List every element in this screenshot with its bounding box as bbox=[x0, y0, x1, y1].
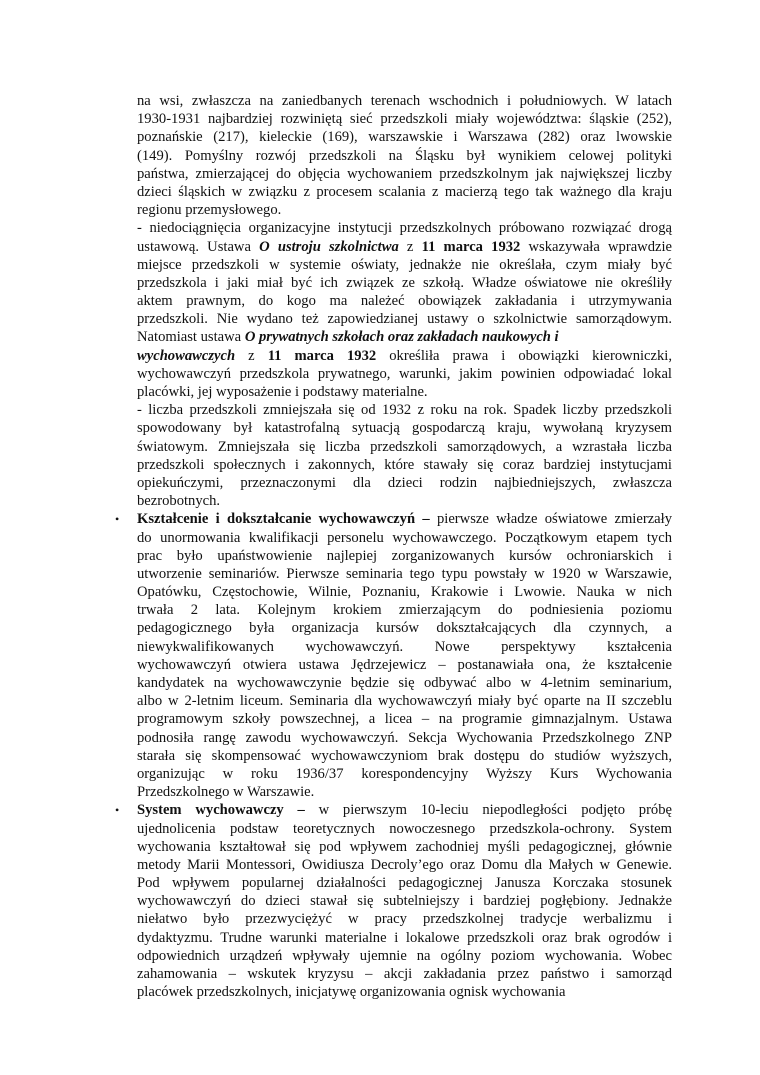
text-line: ustawową. Ustawa O ustroju szkolnictwa z 11 marca 1932 wskazywała wprawdzie bbox=[137, 238, 673, 255]
text-line: aktem prawnym, do kogo ma należeć obowiązek zakładania i utrzymywania bbox=[137, 293, 672, 310]
bullet-item: • Kształcenie i dokształcanie wychowawczyń – pierwsze władze oświatowe zmierzały bbox=[115, 511, 672, 528]
text-line: do unormowania kwalifikacji personelu wychowawczego. Początkowym etapem tych bbox=[137, 529, 672, 546]
section-education bbox=[115, 510, 672, 801]
text-line: prac było upaństwowienie najlepiej zorganizowanych kursów ochroniarskich i bbox=[137, 547, 672, 564]
text-line: na wsi, zwłaszcza na zaniedbanych terenach wschodnich i południowych. W latach bbox=[137, 93, 672, 109]
document-page bbox=[115, 92, 673, 1001]
text-line: pedagogicznego była organizacja kursów dokształcających dla czynnych, a bbox=[137, 620, 672, 637]
text-line: światowym. Zmniejszała się liczba przedszkoli samorządowych, a wzrastała liczba bbox=[137, 438, 672, 455]
text-line: ujednolicenia podstaw teoretycznych nowoczesnego przedszkola-ochrony. System bbox=[137, 820, 672, 837]
text-line: wychowawczych z 11 marca 1932 określiła prawa i obowiązki kierowniczki, bbox=[137, 347, 673, 364]
text-line: placówki, jej wyposażenie i podstawy materialne. bbox=[137, 384, 428, 400]
text-line: przedszkola i jaki miał być ich związek ze szkołą. Władze oświatowe nie określiły bbox=[137, 274, 672, 291]
bullet-icon: • bbox=[115, 512, 120, 527]
text-line: regionu przemysłowego. bbox=[137, 202, 282, 219]
text-line: - liczba przedszkoli zmniejszała się od 1932 z roku na rok. Spadek liczby przedszkoli bbox=[137, 402, 672, 419]
paragraph-intro bbox=[137, 92, 672, 219]
bullet-icon: • bbox=[115, 803, 120, 818]
law-title: O ustroju szkolnictwa bbox=[259, 238, 399, 255]
text-line: albo w 2-letnim liceum. Seminaria dla wychowawczyń miały być oparte na II szczeblu bbox=[137, 693, 672, 710]
law-title: O prywatnych szkołach oraz zakładach naukowych i bbox=[244, 329, 559, 346]
text-line: wychowania kształtował się pod wpływem zachodniej myśli pedagogicznej, głównie bbox=[137, 838, 672, 855]
text-line: Przedszkolnego w Warszawie. bbox=[137, 784, 315, 801]
text-line: 1930-1931 najbardziej rozwiniętą sieć przedszkoli miały województwa: śląskie (252), bbox=[137, 111, 672, 128]
text-line: Natomiast ustawa O prywatnych szkołach oraz zakładach naukowych i bbox=[137, 329, 559, 346]
text-line: odpowiednich urządzeń wpływały ujemnie na ogólny poziom wychowania. Wobec bbox=[137, 947, 672, 964]
text-line: opiekuńczymi, przeznaczonymi dla dzieci rodzin najbiedniejszych, zwłaszcza bbox=[137, 474, 672, 491]
text-line: wychowawczyń do dzieci stawał się subtelniejszy i bardziej pogłębiony. Jednakże bbox=[137, 893, 672, 910]
text-line: dzieci śląskich w związku z procesem scalania z macierzą tego tak ważnego dla kraju bbox=[137, 183, 672, 200]
text-line: wychowawczyń przedszkola prywatnego, warunki, jakim powinien odpowiadać lokal bbox=[137, 365, 672, 382]
text-line: spowodowany był katastrofalną sytuacją gospodarczą kraju, wywołaną kryzysem bbox=[137, 420, 672, 437]
text-line: metody Marii Montessori, Owidiusza Decroly’ego oraz Domu dla Małych w Genewie. bbox=[137, 856, 672, 873]
law-title: wychowawczych bbox=[137, 347, 236, 364]
text-line: utworzenie seminariów. Pierwsze seminaria tego typu powstały w 1920 w Warszawie, bbox=[137, 565, 672, 582]
text-line: Pod wpływem popularnej działalności pedagogicznej Janusza Korczaka stosunek bbox=[137, 875, 672, 892]
text-line: przedszkoli. Nie wydano też zapowiedzianej ustawy o szkolnictwie samorządowym. bbox=[137, 311, 672, 328]
section-heading: Kształcenie i dokształcanie wychowawczyń – bbox=[137, 511, 430, 528]
text-line: niewykwalifikowanych wychowawczyń. Nowe perspektywy kształcenia bbox=[137, 638, 672, 655]
text-line: bezrobotnych. bbox=[137, 493, 221, 510]
law-date: 11 marca 1932 bbox=[267, 347, 377, 364]
text-line: zahamowania – wskutek kryzysu – akcji zakładania przez państwo i samorząd bbox=[137, 966, 672, 982]
text-line: przedszkoli społecznych i zakonnych, które stawały się coraz bardziej instytucjami bbox=[137, 456, 672, 473]
text-line: państwa, zmierzającej do objęcia wychowaniem przedszkolnym jak największej liczby bbox=[137, 165, 672, 182]
text-line: dydaktyzmu. Trudne warunki materialne i lokalowe przedszkoli oraz brak ogrodów i bbox=[137, 929, 672, 946]
text-line: (149). Pomyślny rozwój przedszkoli na Śląsku był wynikiem celowej polityki bbox=[137, 147, 672, 164]
text-line: podnosiła rangę zawodu wychowawczyń. Sekcja Wychowania Przedszkolnego ZNP bbox=[137, 729, 672, 746]
text-line: programowym szkoły powszechnej, a licea – na programie gimnazjalnym. Ustawa bbox=[137, 711, 672, 728]
text-line: miejsce przedszkoli w systemie oświaty, jednakże nie określała, czym miały być bbox=[137, 256, 672, 273]
text-line: organizując w roku 1936/37 korespondencyjny Wyższy Kurs Wychowania bbox=[137, 765, 672, 782]
section-heading: System wychowawczy – bbox=[137, 802, 305, 819]
text-line: wychowawczyń otwiera ustawa Jędrzejewicz – postanawiała ona, że kształcenie bbox=[137, 656, 672, 673]
text-line: Opatówku, Częstochowie, Wilnie, Poznaniu, Krakowie i Lwowie. Nauka w nich bbox=[137, 584, 672, 601]
text-line: placówek przedszkolnych, inicjatywę organizowania ognisk wychowania bbox=[137, 984, 566, 1001]
text-line: niełatwo było przezwyciężyć w pracy przedszkolnej tradycje werbalizmu i bbox=[137, 911, 672, 928]
section-system bbox=[115, 801, 672, 1001]
paragraph-law bbox=[137, 219, 672, 401]
text-line: trwała 2 lata. Kolejnym krokiem zmierzającym do podniesienia poziomu bbox=[137, 602, 672, 619]
text-line: starała się skompensować wychowawczyniom brak dostępu do studiów wyższych, bbox=[137, 747, 672, 764]
paragraph-decline bbox=[137, 401, 672, 510]
law-date: 11 marca 1932 bbox=[421, 238, 521, 255]
text-line: kandydatek na wychowawczynie będzie się odbywać albo w 4-letnim seminarium, bbox=[137, 675, 672, 691]
text-line: poznańskie (217), kieleckie (169), warszawskie i Warszawa (282) oraz lwowskie bbox=[137, 129, 672, 146]
bullet-item: • System wychowawczy – w pierwszym 10-leciu niepodległości podjęto próbę bbox=[115, 802, 672, 819]
text-line: - niedociągnięcia organizacyjne instytucji przedszkolnych próbowano rozwiązać drogą bbox=[137, 220, 672, 237]
